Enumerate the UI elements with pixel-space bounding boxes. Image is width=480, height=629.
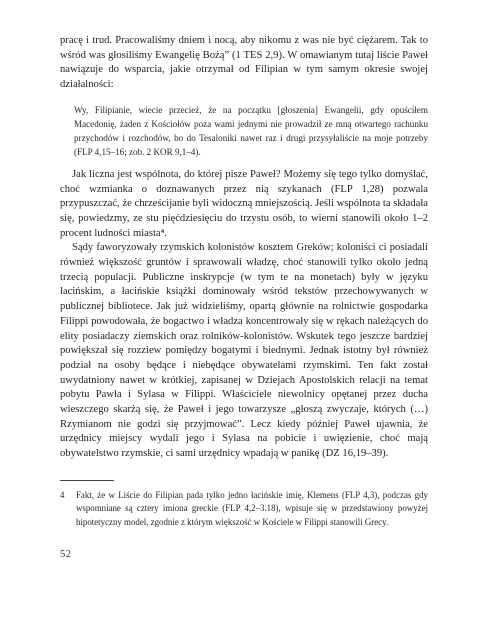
paragraph-3: Sądy faworyzowały rzymskich kolonistów kosztem Greków; koloniści ci posiadali również większość gruntów i sprawowali władzę, choć stanowili tylko około jedną trzecią populacji. Publiczne inskrypcje (w tym te na monetach) były w języku łacińskim, a łacińskie książki dominowały wśród tekstów przechowywanych w publicznej bibliotece. Jak już widzieliśmy, opartą głównie na rolnictwie gospodarka Filippi powodowała, że bogactwo i władza koncentrowały się w rękach należących do elity posiadaczy ziemskich oraz rolników-kolonistów. Wskutek tego jeszcze bardziej powiększał się rozziew pomiędzy bogatymi i biednymi. Jednak istotny był również podział na osoby będące i niebędące obywatelami rzymskimi. Ten fakt został uwydatniony nawet w krótkiej, zapisanej w Dziejach Apostolskich relacji na temat pobytu Pawła i Sylasa w Filippi. Właściciele niewolnicy opętanej przez ducha wieszczego skarżą się, że Paweł i jego towarzysze „głoszą zwyczaje, których (…) Rzymianom nie godzi się przyjmować”. Lecz kiedy później Paweł ujawnia, że urzędnicy miejscy wydali jego i Sylasa na pobicie i uwięzienie, choć mają obywatelstwo rzymskie, ci sami urzędnicy wpadają w panikę (DZ 16,19–39). xyxy=(60,242,428,460)
paragraph-1: pracę i trud. Pracowaliśmy dniem i nocą, aby nikomu z was nie być ciężarem. Tak to wśród was głosiliśmy Ewangelię Bożą” (1 TES 2,9). W omawianym tutaj liście Paweł nawiązuje do wsparcia, jakie otrzymał od Filipian w tym samym okresie swojej działalności: xyxy=(60,35,428,91)
text-column xyxy=(60,34,428,529)
paragraph-2: Jak liczna jest wspólnota, do której pisze Paweł? Możemy się tego tylko domyślać, choć wzmianka o doznawanych przez nią szykanach (FLP 1,28) pozwala przypuszczać, że chrześcijanie byli widoczną mniejszością. Jeśli wspólnota ta składała się, powiedzmy, ze stu pięćdziesięciu do trzystu osób, to wierni stanowili około 1–2 procent ludności miasta⁴. xyxy=(60,168,428,239)
page-number: 52 xyxy=(60,549,72,560)
footnote-divider xyxy=(60,480,114,481)
footnote xyxy=(60,489,428,530)
footnote-text: Fakt, że w Liście do Filipian pada tylko jedno łacińskie imię, Klemens (FLP 4,3), podczas gdy wspomniane są cztery imiona greckie (FLP 4,2–3.18), wpisuje się w przedstawiony powyżej hipotetyczny model, zgodnie z którym większość w Kościele w Filippi stanowili Grecy. xyxy=(76,489,428,527)
footnote-number: 4 xyxy=(60,489,65,500)
block-quote: Wy, Filipianie, wiecie przecież, że na początku [głoszenia] Ewangelii, gdy opuściłem Macedonię, żaden z Kościołów poza wami jednymi nie prowadził ze mną otwartego rachunku przychodów i rozchodów, bo do Tesaloniki nawet raz i drugi przysyłaliście na moje potrzeby (FLP 4,15–16; zob. 2 KOR 9,1–4). xyxy=(74,104,428,157)
